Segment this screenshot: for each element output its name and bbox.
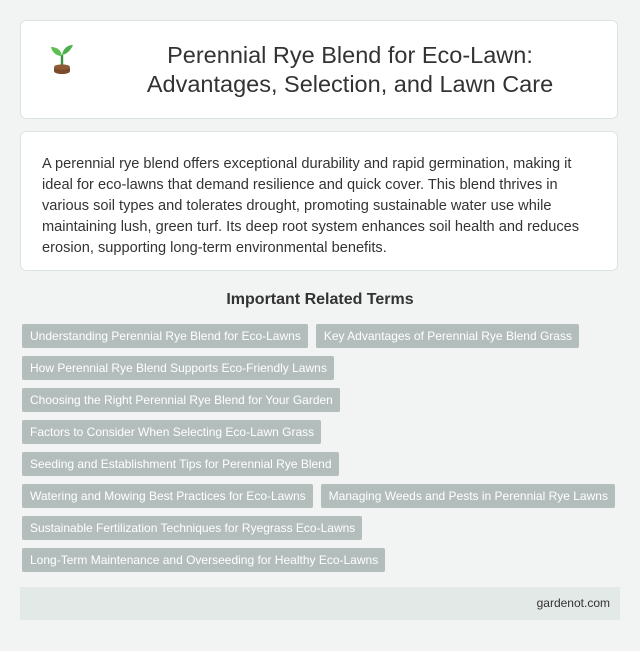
related-term-link[interactable]: Seeding and Establishment Tips for Perennial Rye Blend bbox=[22, 452, 339, 476]
related-term-link[interactable]: How Perennial Rye Blend Supports Eco-Friendly Lawns bbox=[22, 356, 334, 380]
description-card bbox=[20, 131, 618, 271]
related-terms-heading: Important Related Terms bbox=[226, 291, 414, 308]
site-name: gardenot.com bbox=[536, 596, 610, 610]
related-term-link[interactable]: Choosing the Right Perennial Rye Blend for Your Garden bbox=[22, 388, 340, 412]
related-term-link[interactable]: Watering and Mowing Best Practices for Eco-Lawns bbox=[22, 484, 313, 508]
tag-row bbox=[22, 420, 622, 444]
description-text: A perennial rye blend offers exceptional durability and rapid germination, making it ideal for eco-lawns that demand resilience and quick cover. This blend thrives in various soil types and tolerates drought, promoting sustainable water use while maintaining lush, green turf. Its deep root system enhances soil health and reduces erosion, supporting long-term environmental benefits. bbox=[42, 156, 580, 256]
tag-row bbox=[22, 388, 622, 412]
related-terms-list bbox=[22, 324, 622, 580]
related-term-link[interactable]: Sustainable Fertilization Techniques for Ryegrass Eco-Lawns bbox=[22, 516, 362, 540]
related-term-link[interactable]: Managing Weeds and Pests in Perennial Rye Lawns bbox=[321, 484, 615, 508]
related-term-link[interactable]: Long-Term Maintenance and Overseeding for Healthy Eco-Lawns bbox=[22, 548, 385, 572]
tag-row bbox=[22, 452, 622, 476]
seedling-icon bbox=[47, 43, 77, 77]
tag-row bbox=[22, 516, 622, 540]
page-title: Perennial Rye Blend for Eco-Lawn: Advantages, Selection, and Lawn Care bbox=[146, 41, 554, 97]
related-term-link[interactable]: Key Advantages of Perennial Rye Blend Grass bbox=[316, 324, 579, 348]
footer bbox=[20, 587, 620, 620]
tag-row bbox=[22, 356, 622, 380]
tag-row bbox=[22, 484, 622, 508]
title-row bbox=[21, 21, 617, 118]
title-card bbox=[20, 20, 618, 119]
related-term-link[interactable]: Understanding Perennial Rye Blend for Eco-Lawns bbox=[22, 324, 308, 348]
tag-row bbox=[22, 324, 622, 348]
related-term-link[interactable]: Factors to Consider When Selecting Eco-Lawn Grass bbox=[22, 420, 321, 444]
tag-row bbox=[22, 548, 622, 572]
